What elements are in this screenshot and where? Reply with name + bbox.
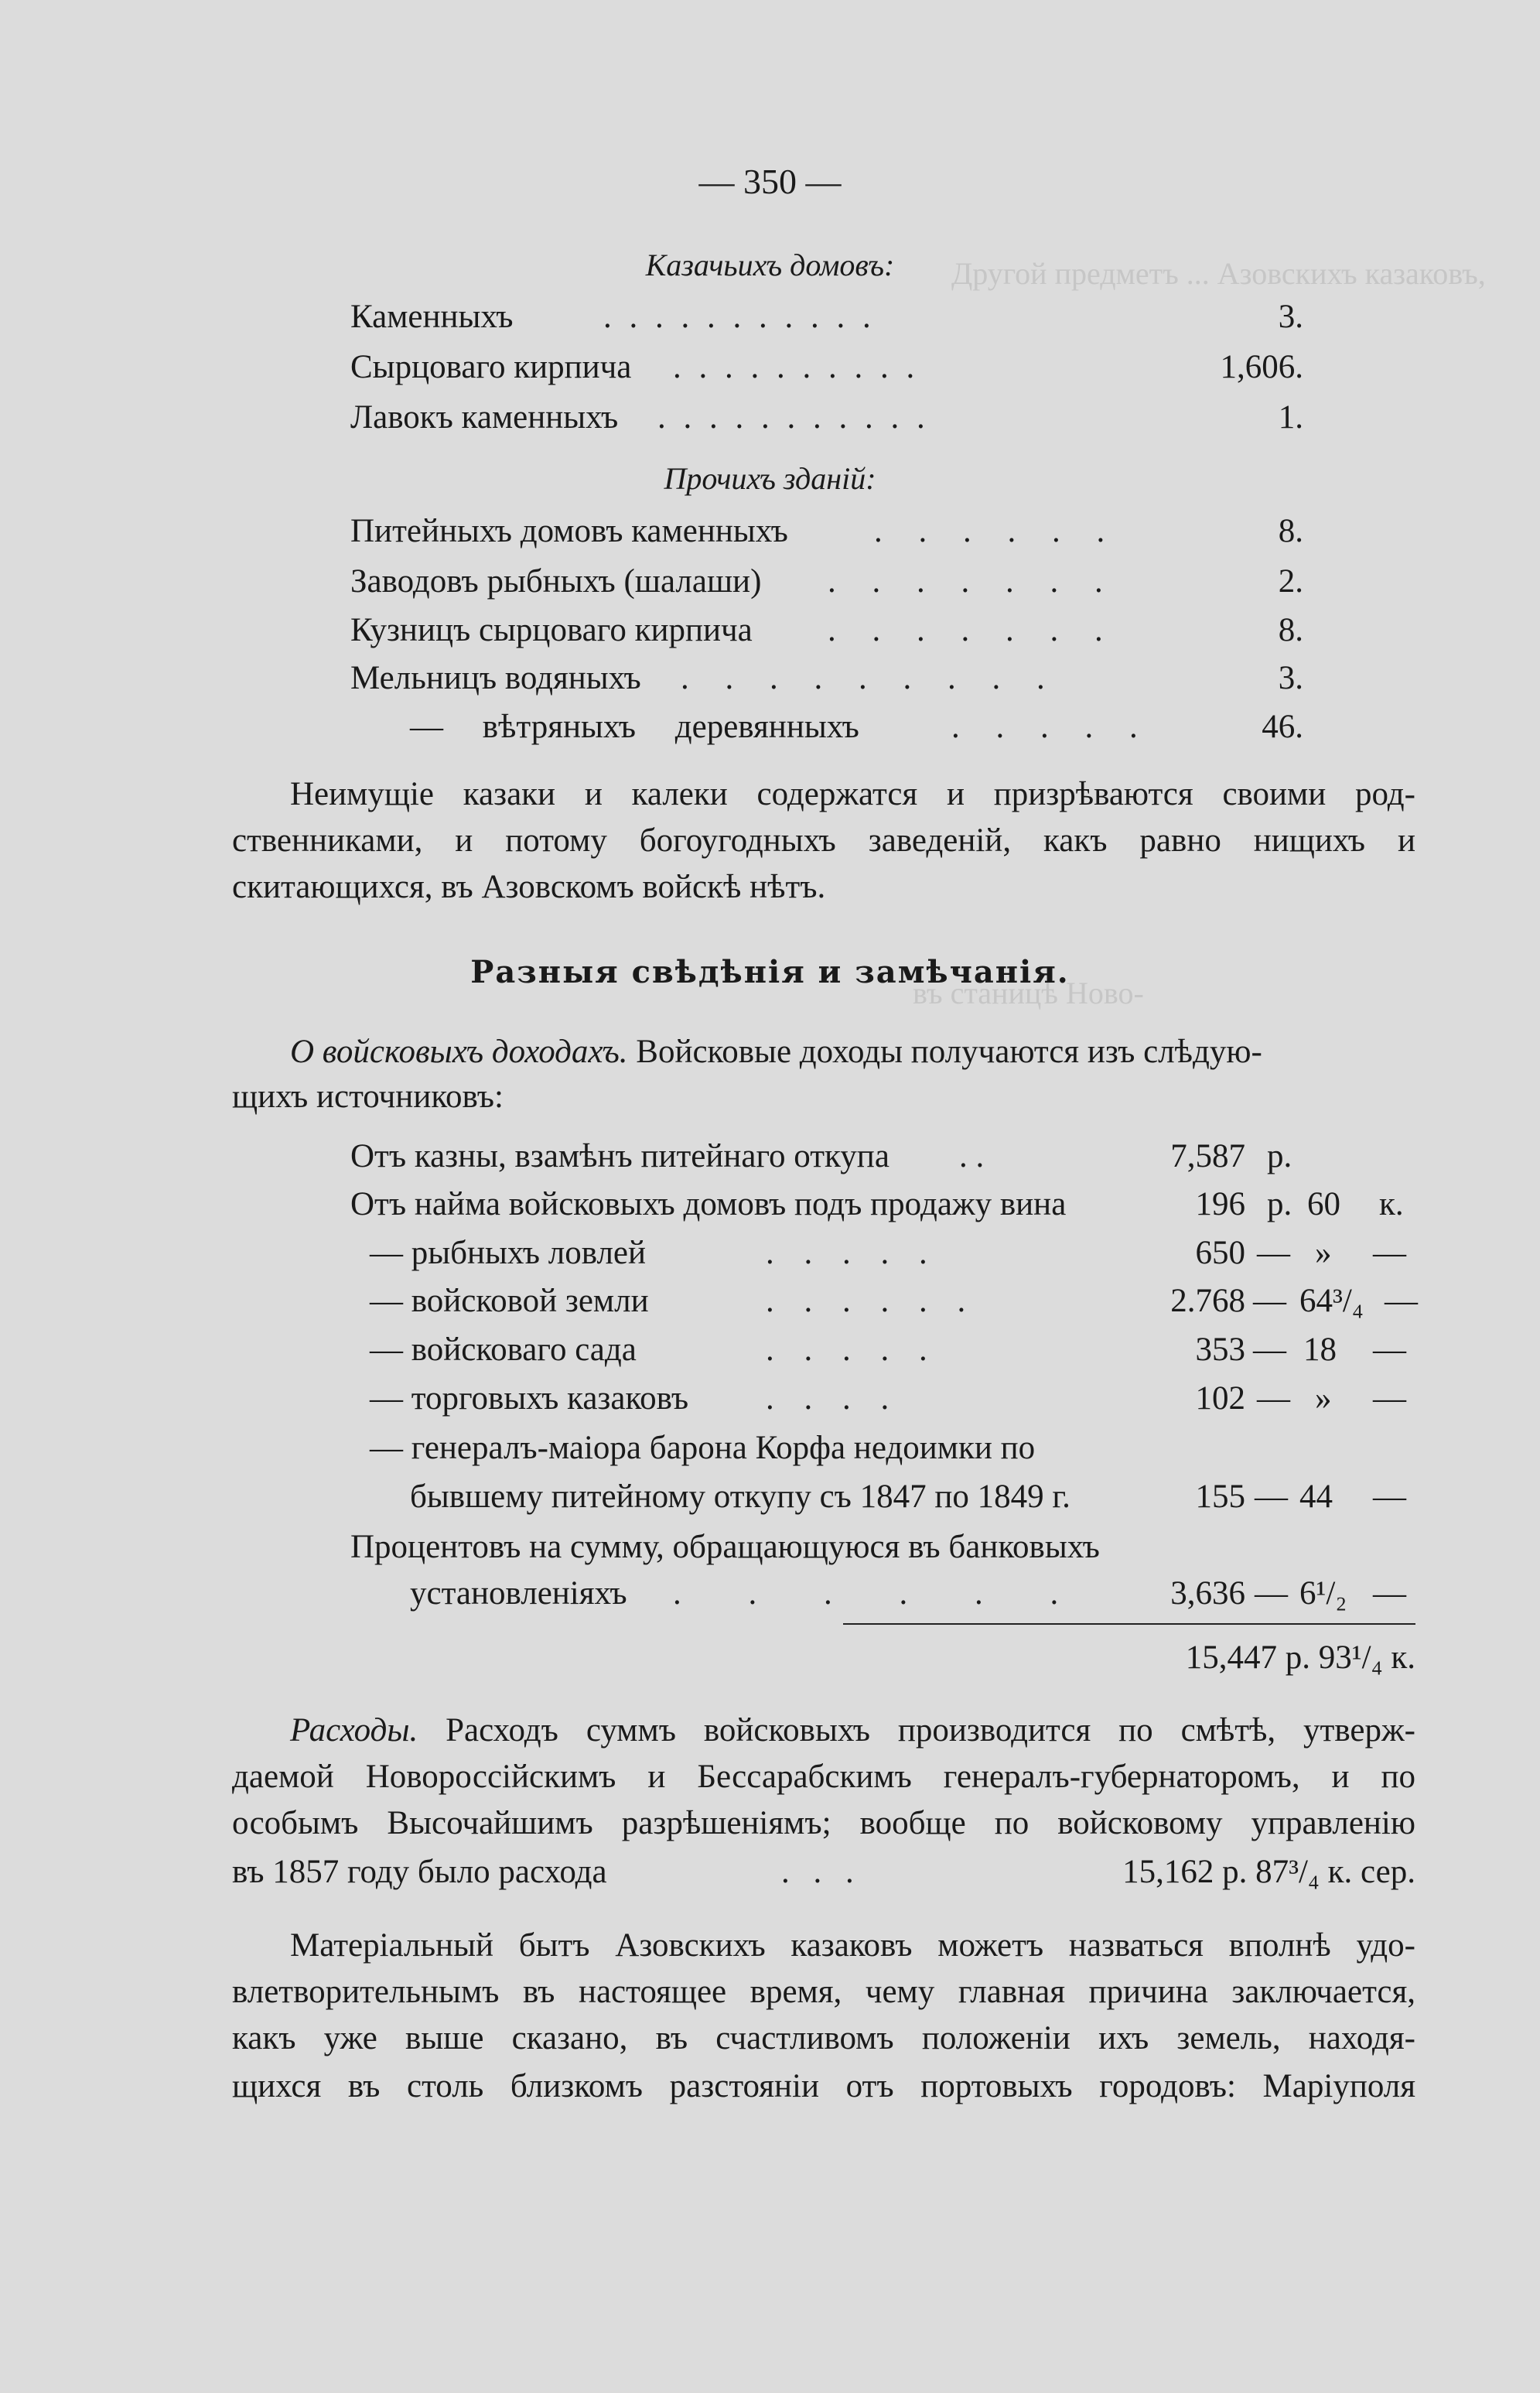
page-number: — 350 — xyxy=(698,162,842,201)
expenses-italic: Расходы. xyxy=(290,1712,418,1749)
book-page: Другой предметъ ... Азовскихъ казаковъ, въ станицѣ Ново- — 350 — Казачьихъ домовъ: Каменныхъ . . . . . . . . . . . 3. Сырцоваго кирпича . . . . . . . . . . 1,606. Лавокъ каменныхъ . . . . . . . . . . . 1. Прочихъ зданій: Питейныхъ домовъ каменныхъ . . . . . . 8. Заводовъ рыбныхъ (шалаши) . . . . . . . 2. Кузницъ сырцоваго кирпича . . . . . . . 8. Мельницъ водяныхъ . . . . . . . . . 3. — вѣтряныхъ деревянныхъ . . . . . 46. Неимущіе казаки и калеки содержатся и призрѣваются своими род- ственниками, и потому богоугодныхъ заведеній, какъ равно нищихъ и скитающихся, въ Азовскомъ войскѣ нѣтъ. Разныя свѣдѣнія и замѣчанія. О войсковыхъ доходахъ. Войсковые доходы получаются изъ слѣдую- щихъ источниковъ: Отъ казны, взамѣнъ питейнаго откупа . . 7,587 р. Отъ найма войсковыхъ домовъ подъ продажу вина 196 р. 60 к. — рыбныхъ ловлей . . . . . 650 — » — — войсковой земли . . . . . . 2.768 — 64³/₄ — — войсковаго сада . . . . . 353 — 18 — — торговыхъ казаковъ . . . . 102 — » — — генералъ-маіора барона Корфа недоимки по бывшему питейному откупу съ 1847 по 1849 г. 155 — 44 — Процентовъ на сумму, обращающуюся въ банковыхъ установленіяхъ . . . . . . 3,636 — 6¹/₂ — 15,447 р. 93¹/₄ к. Расходы. Расходъ суммъ войсковыхъ производится по смѣтѣ, утверж- даемой Новороссійскимъ и Бессарабскимъ генералъ-губернаторомъ, и по особымъ Высочайшимъ разрѣшеніямъ; вообще по войсковому управленію въ 1857 году было расхода . . . 15,162 р. 87³/₄ к. сер. Матеріальный бытъ Азовскихъ казаковъ можетъ назваться вполнѣ удо- влетворительнымъ въ настоящее время, чему главная причина заключается, какъ уже выше сказано, въ счастливомъ положеніи ихъ земель, находя- щихся въ столь близкомъ разстояніи отъ портовыхъ городовъ: Маріуполя xyxy=(0,0,1540,2393)
expenses-text: Расходъ суммъ войсковыхъ производится по смѣтѣ, утверж- xyxy=(418,1712,1415,1749)
show-through-text: Другой предметъ ... Азовскихъ казаковъ, xyxy=(951,256,1486,291)
sum-rule xyxy=(843,1623,1415,1625)
section-heading: Разныя свѣдѣнія и замѣчанія. xyxy=(470,954,1070,990)
income-intro-text: Войсковые доходы получаются изъ слѣдую- xyxy=(627,1034,1262,1070)
prochie-zdaniya-title: Прочихъ зданій: xyxy=(664,461,876,496)
kazachi-doma-title: Казачьихъ домовъ: xyxy=(645,248,895,282)
income-intro-italic: О войсковыхъ доходахъ. xyxy=(290,1034,628,1070)
income-total: 15,447 р. 93¹/₄ к. xyxy=(1185,1639,1415,1676)
income-intro-line2: щихъ источниковъ: xyxy=(232,1079,504,1115)
show-through-text: въ станицѣ Ново- xyxy=(913,976,1144,1010)
